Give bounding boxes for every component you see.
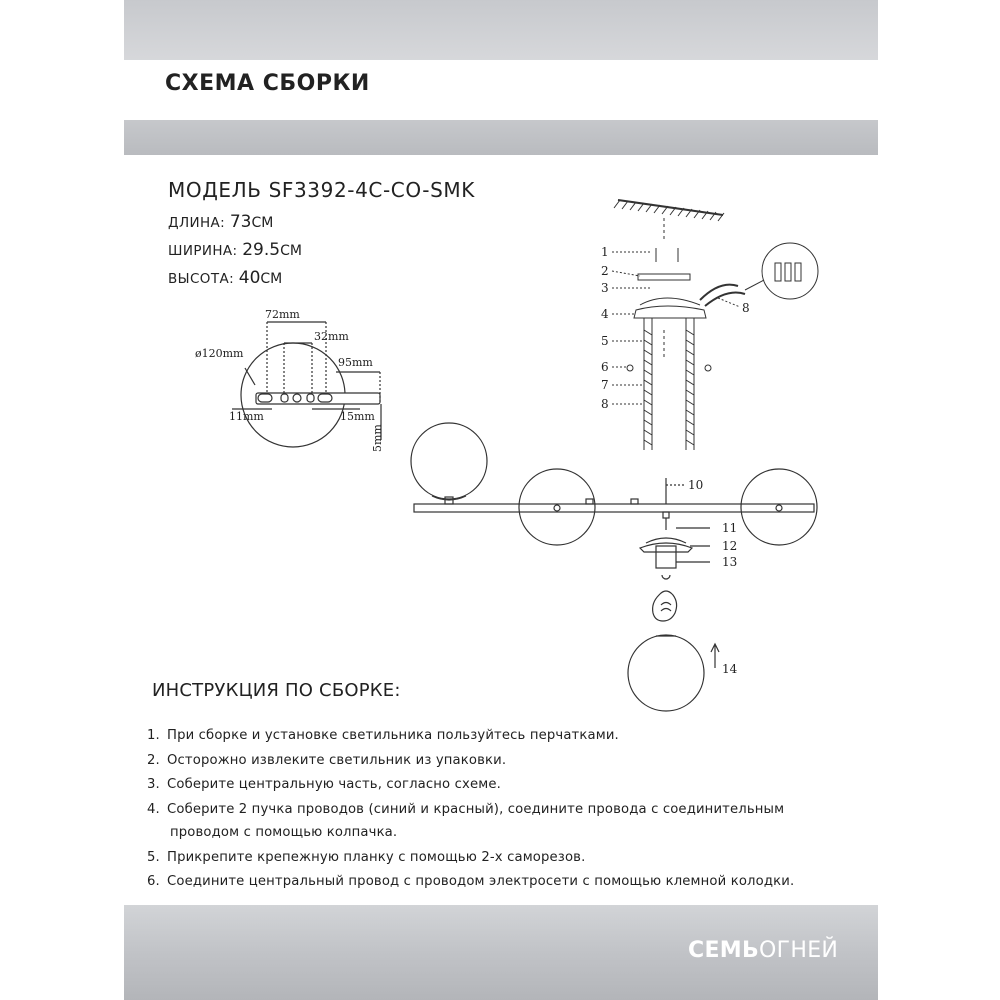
step-text: Осторожно извлеките светильник из упаковки. [167, 752, 507, 768]
callout-10: 10 [688, 478, 704, 492]
spec-width-unit: СМ [280, 243, 302, 259]
instruction-step [147, 724, 867, 748]
callout-8-right: 8 [742, 301, 750, 315]
callout-11: 11 [722, 521, 738, 535]
brand-logo [688, 938, 838, 963]
step-text: Соберите 2 пучка проводов (синий и красный), соедините провода с соединительным [167, 801, 785, 817]
rod-right-thread [686, 330, 694, 445]
ceiling-hatch [614, 200, 724, 221]
step-number: 2. [147, 752, 160, 768]
spec-length-value: 73 [229, 212, 252, 232]
brand-part2: ОГНЕЙ [759, 938, 839, 963]
main-arm [414, 504, 814, 512]
socket-13 [656, 546, 676, 568]
lamp-bulb [653, 591, 677, 621]
instructions-list [147, 724, 867, 895]
callout-5: 5 [601, 334, 609, 348]
spec-length-unit: СМ [251, 215, 274, 231]
ring-12 [640, 543, 692, 552]
globe-left [411, 423, 487, 499]
step-text-continuation: проводом с помощью колпачка. [170, 825, 398, 840]
leader-120 [245, 368, 255, 385]
arm-joint-2 [631, 499, 638, 504]
instruction-step [147, 749, 867, 773]
step-number: 5. [147, 849, 160, 865]
dim-32-label: 32mm [314, 330, 349, 343]
instruction-step [147, 798, 867, 845]
callout-3: 3 [601, 281, 609, 295]
step-number: 1. [147, 728, 160, 743]
spec-width-value: 29.5 [242, 240, 281, 260]
step-text: Соберите центральную часть, согласно схеме. [167, 777, 501, 792]
detail-leader [745, 280, 764, 290]
step-number: 6. [147, 874, 160, 889]
callout-14: 14 [722, 662, 738, 676]
callout-2: 2 [601, 264, 609, 278]
step-text: Прикрепите крепежную планку с помощью 2-х саморезов. [167, 849, 586, 865]
mount-bracket [638, 274, 690, 280]
spec-height-unit: СМ [260, 271, 283, 287]
arm-joint-1 [586, 499, 593, 504]
instructions-title: ИНСТРУКЦИЯ ПО СБОРКЕ: [152, 680, 401, 701]
step-text: При сборке и установке светильника пользуйтесь перчатками. [167, 728, 619, 743]
leader-8-right [718, 298, 740, 307]
terminal-2 [785, 263, 791, 281]
center-socket-pin [663, 512, 669, 518]
spec-length-label: ДЛИНА: [168, 215, 230, 231]
dim-11-label: 11mm [229, 410, 264, 423]
step-number: 4. [147, 801, 160, 817]
nut-left [627, 365, 633, 371]
wire-bundle-2 [705, 293, 745, 307]
model-name: МОДЕЛЬ SF3392-4C-CO-SMK [168, 178, 475, 202]
dim-15-label: 15mm [340, 410, 375, 423]
step-number: 3. [147, 777, 160, 792]
dim-5-label: 5mm [371, 424, 384, 452]
globe-bottom [628, 635, 704, 711]
callout-1: 1 [601, 245, 609, 259]
fixture-diagram [411, 423, 817, 711]
step-text: Соедините центральный провод с проводом электросети с помощью клемной колодки. [167, 874, 795, 889]
leader-2 [612, 271, 640, 276]
ceiling-mount-diagram [612, 200, 818, 450]
ring-11 [646, 538, 686, 543]
connector-detail-circle [762, 243, 818, 299]
instruction-step [147, 846, 867, 870]
bulb-filament [661, 603, 671, 612]
dim-95-label: 95mm [338, 356, 373, 369]
spec-height-label: ВЫСОТА: [168, 271, 239, 287]
spec-height-value: 40 [238, 268, 261, 288]
spec-width-label: ШИРИНА: [168, 243, 243, 259]
instruction-step [147, 773, 867, 797]
dim-72-label: 72mm [265, 308, 300, 321]
page-title: СХЕМА СБОРКИ [165, 71, 370, 96]
canopy-top [640, 298, 700, 305]
callout-12: 12 [722, 539, 738, 553]
brand-part1: СЕМЬ [688, 938, 760, 963]
rod-left-thread [644, 330, 652, 445]
callout-7: 7 [601, 378, 609, 392]
canopy-base [634, 306, 706, 318]
instruction-step [147, 870, 867, 894]
nut-right [705, 365, 711, 371]
terminal-1 [775, 263, 781, 281]
socket-thread [662, 575, 670, 579]
dim-120-label: ø120mm [195, 347, 244, 360]
callout-8: 8 [601, 397, 609, 411]
callout-4: 4 [601, 307, 609, 321]
callout-13: 13 [722, 555, 738, 569]
terminal-3 [795, 263, 801, 281]
mount-plate-diagram [232, 322, 381, 447]
callout-6: 6 [601, 360, 609, 374]
